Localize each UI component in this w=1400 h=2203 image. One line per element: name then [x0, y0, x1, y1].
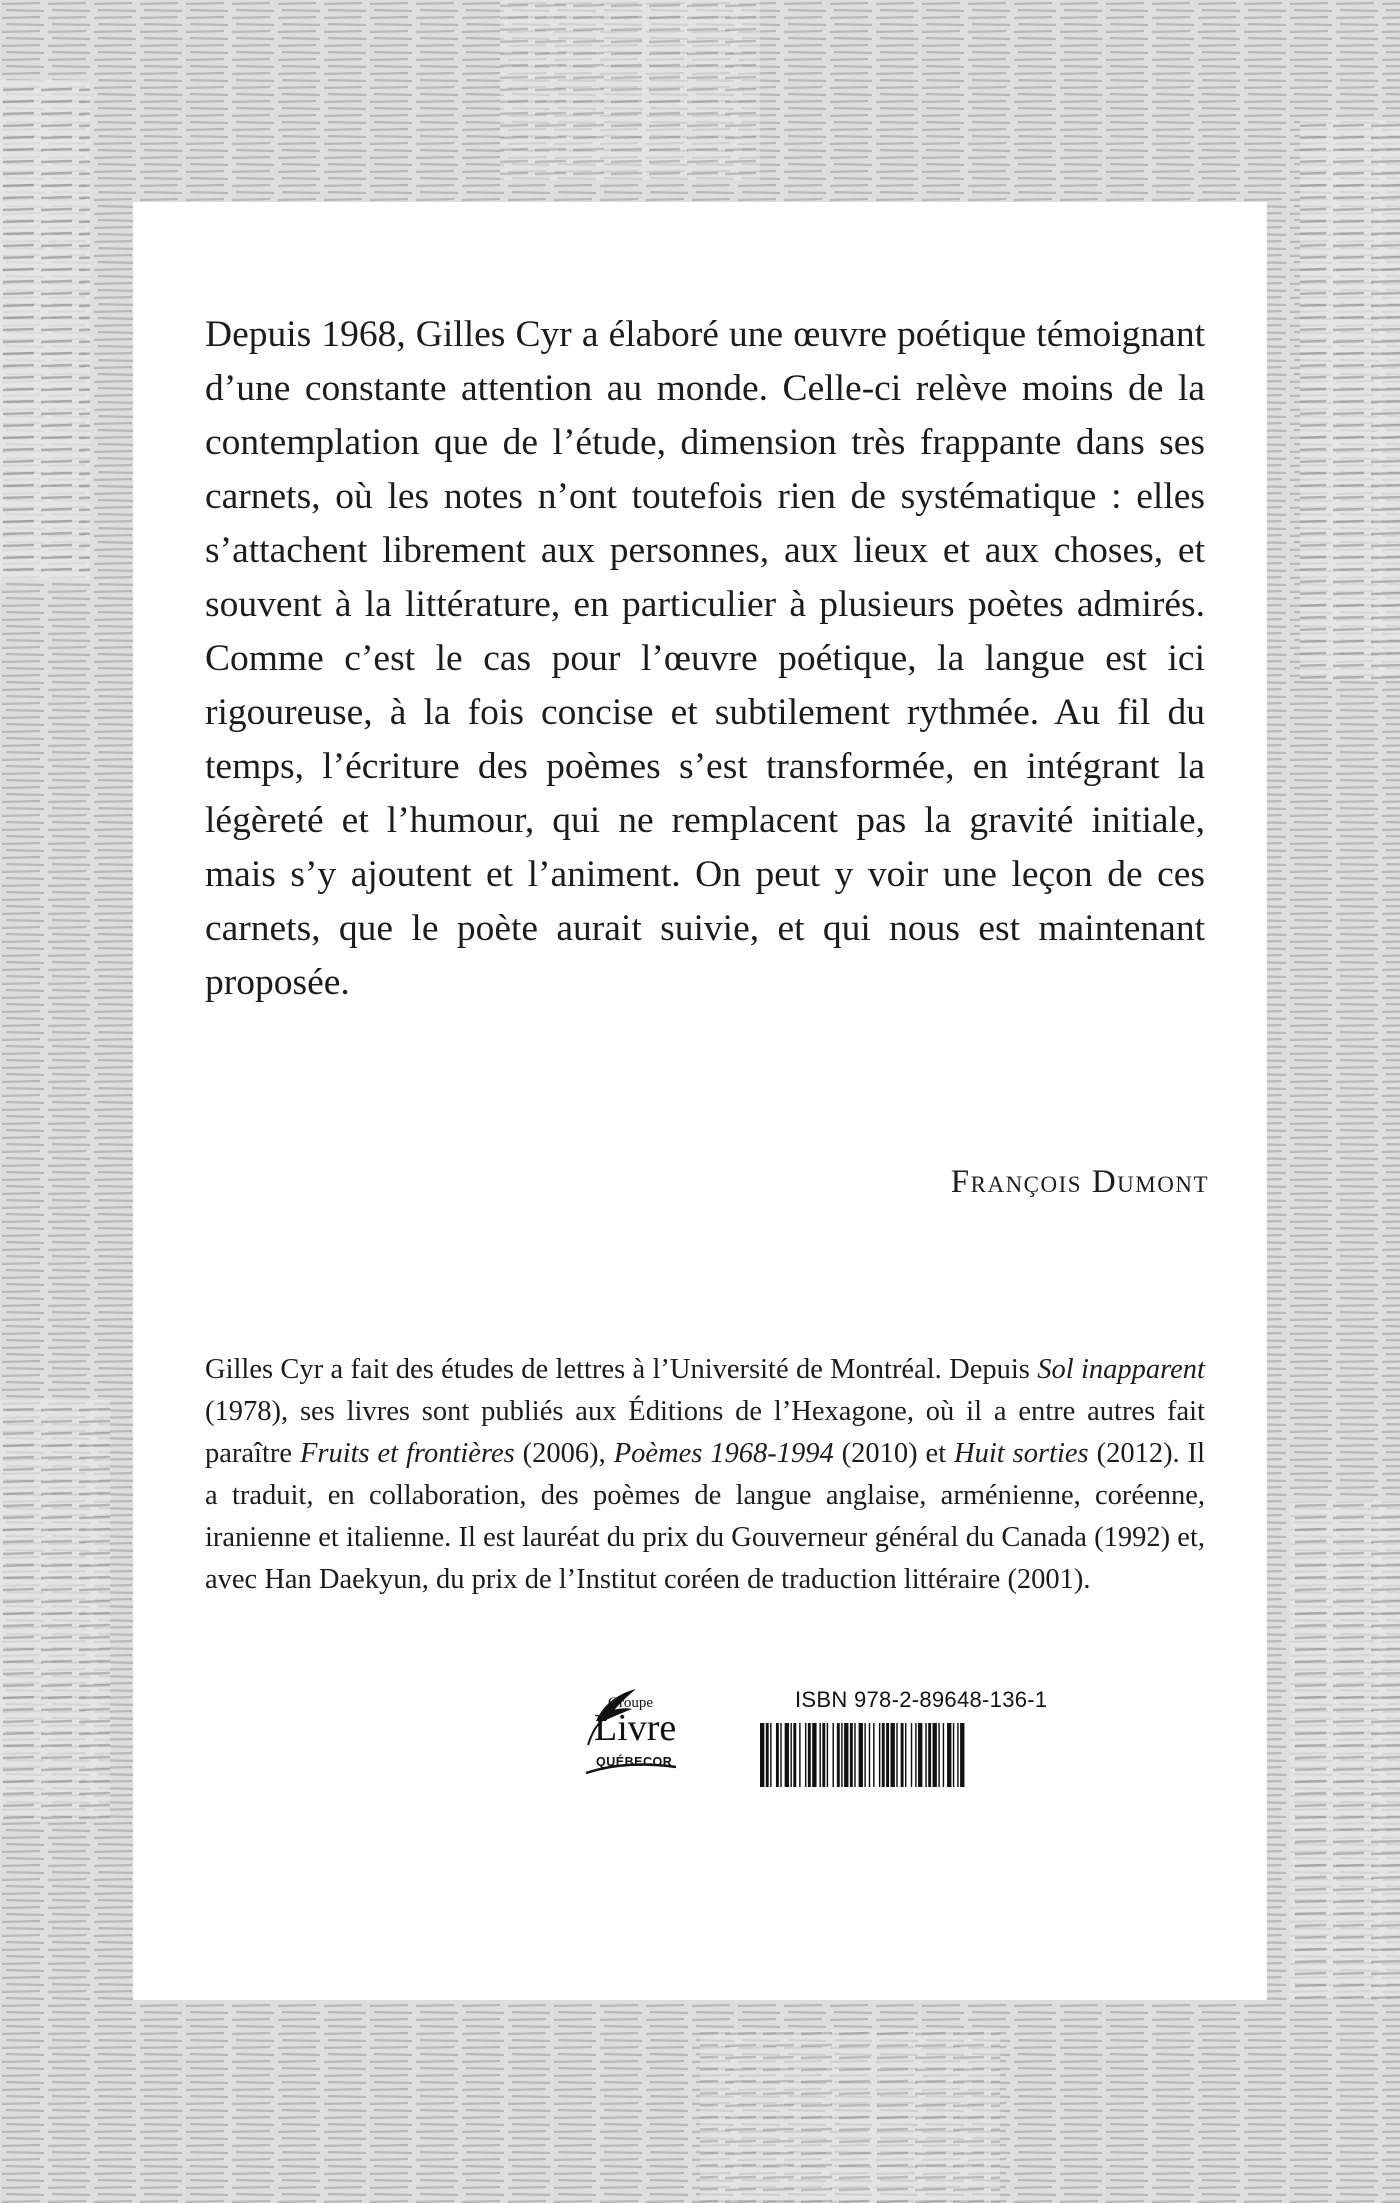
barcode-bar [819, 1723, 820, 1787]
bio-title-sol-inapparent: Sol inapparent [1037, 1354, 1205, 1385]
publisher-name: Livre [594, 1707, 677, 1749]
bio-title-huit-sorties: Huit sorties [954, 1438, 1089, 1469]
barcode-bar [918, 1723, 922, 1787]
barcode-bar [915, 1723, 916, 1787]
bio-text-3: (2006), [514, 1438, 614, 1469]
bio-title-fruits-et-frontieres: Fruits et frontières [299, 1438, 515, 1469]
barcode-bar [785, 1723, 789, 1787]
barcode-bar [822, 1723, 825, 1787]
barcode-bar [827, 1723, 828, 1787]
barcode-bar [928, 1723, 931, 1787]
barcode-bar [960, 1723, 964, 1787]
barcode-bar [854, 1723, 855, 1787]
author-bio [205, 1349, 1205, 1601]
blurb-author: François Dumont [950, 1164, 1209, 1200]
barcode-bar [799, 1723, 800, 1787]
barcode-bar [844, 1723, 848, 1787]
barcode-bar [925, 1723, 926, 1787]
barcode-bar [837, 1723, 840, 1787]
barcode-bar [869, 1723, 870, 1787]
barcode-bar [770, 1723, 771, 1787]
publisher-group-label: Groupe [608, 1695, 653, 1711]
barcode-bar [933, 1723, 937, 1787]
publisher-parent: QUÉBECOR [596, 1755, 673, 1769]
barcode-bar [864, 1723, 865, 1787]
barcode-bar [766, 1723, 769, 1787]
barcode-bar [793, 1723, 796, 1787]
barcode-bar [896, 1723, 897, 1787]
bio-text-4: (2010) et [833, 1438, 955, 1469]
barcode-bar [879, 1723, 880, 1787]
barcode-bar [905, 1723, 906, 1787]
barcode-bar [790, 1723, 791, 1787]
barcode-bar [891, 1723, 895, 1787]
barcode-bar [911, 1723, 912, 1787]
barcode-bar [780, 1723, 781, 1787]
barcode-bar [812, 1723, 816, 1787]
barcode-bar [760, 1723, 764, 1787]
barcode-bar [850, 1723, 853, 1787]
barcode-bar [805, 1723, 806, 1787]
barcode-bar [901, 1723, 904, 1787]
barcode-bar [953, 1723, 954, 1787]
barcode-bar [808, 1723, 811, 1787]
barcode-bar [882, 1723, 885, 1787]
barcode-bar [943, 1723, 944, 1787]
publisher-logo [566, 1675, 696, 1785]
barcode-bar [873, 1723, 874, 1787]
barcode-bar [947, 1723, 951, 1787]
isbn-label: ISBN 978-2-89648-136-1 [795, 1687, 1048, 1712]
barcode-bar [859, 1723, 863, 1787]
bio-text-1: Gilles Cyr a fait des études de lettres à l’Université de Montréal. Depuis [205, 1354, 1038, 1385]
barcode-bar [841, 1723, 842, 1787]
bio-title-poemes: Poèmes 1968-1994 [613, 1438, 834, 1469]
barcode-bar [886, 1723, 889, 1787]
bio-text-5: (2012). Il a traduit, en collaboration, des poèmes de langue anglaise, arménienne, coréenne, iranienne et italienne. Il est lauréat du prix du Gouverneur général du Canada (1992) et, avec Han Daekyun, du prix de l’Institut coréen de traduction littéraire (2001). [205, 1438, 1206, 1595]
blurb-text: Depuis 1968, Gilles Cyr a élaboré une œuvre poétique témoignant d’une constante attention au monde. Celle-ci relève moins de la contemplation que de l’étude, dimension très frappante dans ses carnets, où les notes n’ont toutefois rien de systématique : elles s’attachent librement aux personnes, aux lieux et aux choses, et souvent à la littérature, en particulier à plusieurs poètes admirés. Comme c’est le cas pour l’œuvre poétique, la langue est ici rigoureuse, à la fois concise et subtilement rythmée. Au fil du temps, l’écriture des poèmes s’est transformée, en intégrant la légèreté et l’humour, qui ne remplacent pas la gravité initiale, mais s’y ajoutent et l’animent. On peut y voir une leçon de ces carnets, que le poète aurait suivie, et qui nous est maintenant proposée. [205, 314, 1205, 1003]
isbn-barcode [760, 1723, 1108, 1787]
barcode-bar [833, 1723, 834, 1787]
barcode-bar [938, 1723, 939, 1787]
barcode-bar [776, 1723, 779, 1787]
barcode-bar [957, 1723, 958, 1787]
bio-text-2: (1978), ses livres sont publiés aux Éditions de l’Hexagone, où il a entre autres fait paraître [205, 1396, 1205, 1469]
